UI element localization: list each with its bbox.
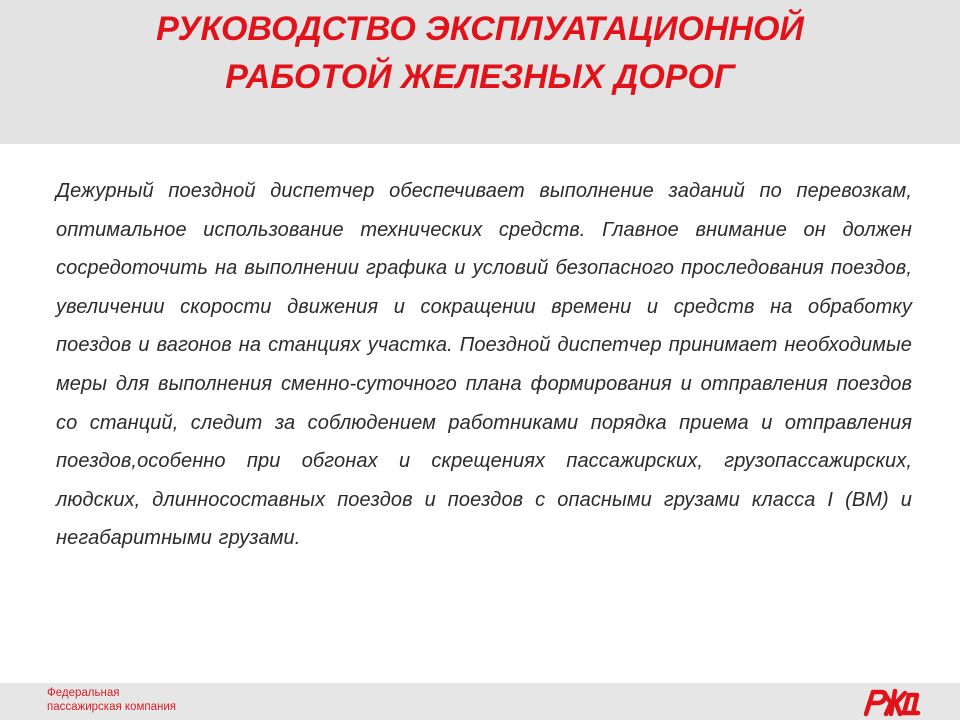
company-name xyxy=(47,686,176,714)
title-line-1: РУКОВОДСТВО ЭКСПЛУАТАЦИОННОЙ xyxy=(156,10,804,48)
rzd-logo-icon xyxy=(860,687,922,717)
company-name-line-2: пассажирская компания xyxy=(47,701,176,713)
company-name-line-1: Федеральная xyxy=(47,687,120,699)
body-paragraph: Дежурный поездной диспетчер обеспечивает выполнение заданий по перевозкам, оптимальное использование технических средств. Главное внимание он должен сосредоточить на выполнении графика и условий безопасного проследования поездов, увеличении скорости движения и сокращении времени и средств на обработку поездов и вагонов на станциях участка. Поездной диспетчер принимает необходимые меры для выполнения сменно-суточного плана формирования и отправления поездов со станций, следит за соблюдением работниками порядка приема и отправления поездов,особенно при обгонах и скрещениях пассажирских, грузопассажирских, людских, длинносоставных поездов и поездов с опасными грузами класса I (ВМ) и негабаритными грузами. xyxy=(56,180,912,550)
footer-bar xyxy=(0,683,960,720)
page-title xyxy=(0,5,960,101)
title-banner xyxy=(0,0,960,144)
title-line-2: РАБОТОЙ ЖЕЛЕЗНЫХ ДОРОГ xyxy=(225,58,735,96)
